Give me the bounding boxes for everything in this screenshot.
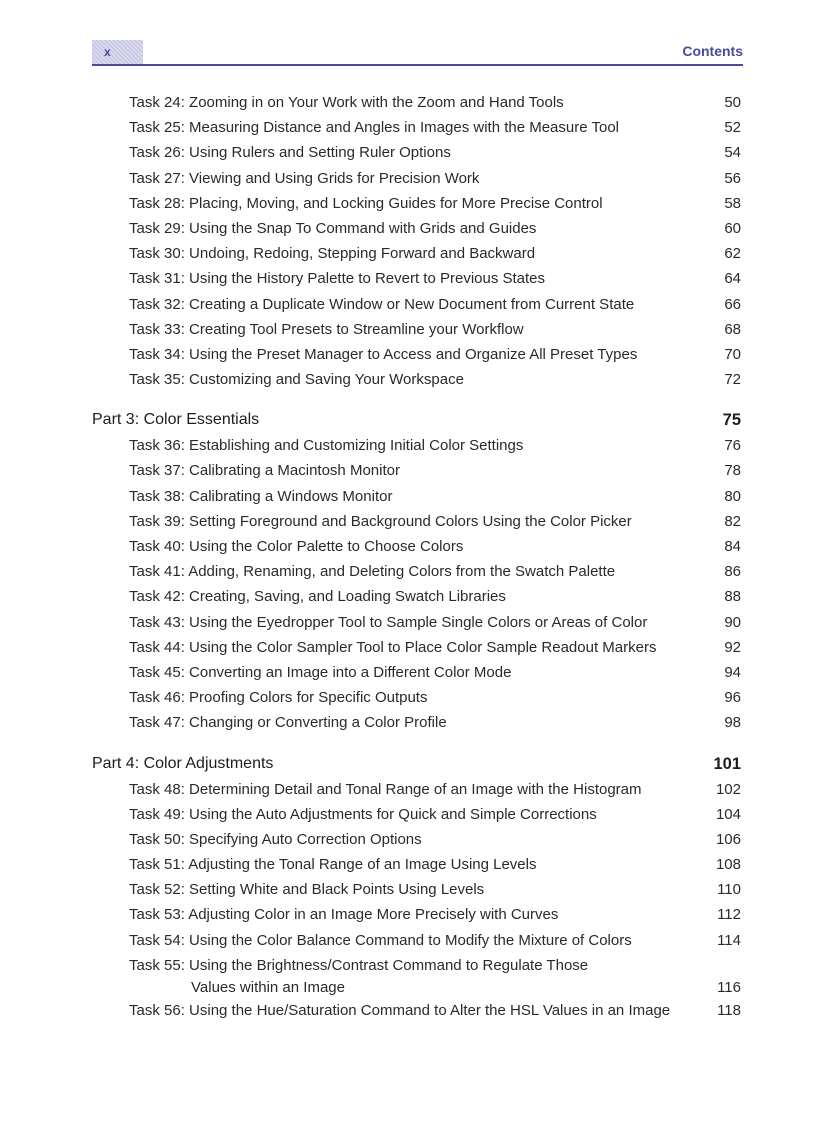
toc-entry-title: Task 36: Establishing and Customizing Initial Color Settings — [129, 437, 524, 455]
toc-entry-page: 60 — [724, 219, 741, 237]
toc-entry-page: 118 — [717, 1001, 741, 1019]
toc-entry[interactable] — [92, 802, 743, 827]
toc-entry-title: Task 44: Using the Color Sampler Tool to Place Color Sample Readout Markers — [129, 638, 657, 656]
toc-entry[interactable] — [92, 610, 743, 635]
toc-entry-page: 66 — [724, 295, 741, 313]
toc-entry-page: 96 — [724, 689, 741, 707]
toc-entry-page: 86 — [724, 563, 741, 581]
part-heading[interactable] — [92, 751, 743, 777]
toc-entry[interactable] — [92, 317, 743, 342]
toc-entry[interactable] — [92, 998, 743, 1023]
toc-entry-title: Task 40: Using the Color Palette to Choose Colors — [129, 538, 464, 555]
toc-entry-page: 108 — [715, 856, 741, 874]
part-page-number: 75 — [722, 411, 741, 430]
toc-entry[interactable] — [92, 685, 743, 710]
table-of-contents — [92, 90, 743, 1023]
toc-entry-page: 106 — [715, 830, 741, 848]
toc-entry[interactable] — [92, 166, 743, 191]
toc-entry-page: 94 — [724, 663, 741, 681]
toc-entry-title-continued: Values within an Image — [191, 979, 345, 997]
toc-entry[interactable] — [92, 928, 743, 953]
toc-entry-title: Task 37: Calibrating a Macintosh Monitor — [129, 462, 400, 480]
toc-entry-title: Task 47: Changing or Converting a Color Profile — [129, 714, 447, 732]
toc-entry-title: Task 30: Undoing, Redoing, Stepping Forward and Backward — [129, 245, 536, 263]
toc-entry[interactable] — [92, 660, 743, 685]
toc-entry-page: 52 — [724, 119, 741, 137]
toc-entry-page: 50 — [724, 94, 741, 111]
toc-entry-title: Task 54: Using the Color Balance Command to Modify the Mixture of Colors — [129, 931, 632, 949]
toc-entry-title: Task 45: Converting an Image into a Different Color Mode — [129, 663, 512, 681]
toc-entry[interactable] — [92, 710, 743, 735]
toc-entry-page: 62 — [724, 245, 741, 263]
toc-entry-title: Task 56: Using the Hue/Saturation Command to Alter the HSL Values in an Image — [129, 1001, 671, 1019]
toc-entry-title: Task 53: Adjusting Color in an Image More Precisely with Curves — [129, 906, 559, 924]
toc-entry-page: 82 — [724, 512, 741, 530]
toc-entry[interactable] — [92, 584, 743, 609]
toc-entry[interactable] — [92, 458, 743, 483]
toc-entry[interactable] — [92, 216, 743, 241]
toc-entry-page: 114 — [717, 931, 741, 949]
part-title: Part 4: Color Adjustments — [92, 754, 274, 772]
toc-entry-title: Task 33: Creating Tool Presets to Streamline your Workflow — [129, 320, 524, 338]
toc-entry-page: 78 — [724, 462, 741, 480]
toc-entry-page: 92 — [724, 638, 741, 656]
toc-entry-title: Task 38: Calibrating a Windows Monitor — [129, 487, 393, 505]
toc-entry-page: 80 — [724, 487, 741, 505]
toc-entry[interactable] — [92, 827, 743, 852]
toc-entry-page: 88 — [724, 588, 741, 606]
toc-entry-title: Task 32: Creating a Duplicate Window or New Document from Current State — [129, 295, 635, 313]
toc-entry[interactable] — [92, 635, 743, 660]
header-rule — [92, 64, 743, 66]
running-head: Contents — [682, 43, 743, 59]
toc-entry-page: 90 — [724, 613, 741, 631]
toc-entry-title: Task 51: Adjusting the Tonal Range of an Image Using Levels — [129, 856, 537, 874]
toc-entry-title: Task 34: Using the Preset Manager to Access and Organize All Preset Types — [129, 345, 638, 363]
toc-entry-page: 56 — [724, 169, 741, 187]
toc-entry-page: 112 — [717, 906, 741, 924]
toc-entry[interactable] — [92, 191, 743, 216]
toc-entry[interactable] — [92, 953, 743, 998]
toc-entry[interactable] — [92, 534, 743, 559]
toc-entry-page: 68 — [724, 320, 741, 338]
toc-entry-title: Task 42: Creating, Saving, and Loading Swatch Libraries — [129, 588, 506, 606]
page-number-tab: x — [92, 40, 143, 64]
toc-entry-title: Task 48: Determining Detail and Tonal Range of an Image with the Histogram — [129, 780, 642, 798]
toc-entry-page: 58 — [724, 194, 741, 212]
toc-entry[interactable] — [92, 433, 743, 458]
toc-entry[interactable] — [92, 90, 743, 115]
toc-entry-title: Task 43: Using the Eyedropper Tool to Sample Single Colors or Areas of Color — [129, 613, 648, 631]
toc-entry-title: Task 46: Proofing Colors for Specific Outputs — [129, 689, 428, 707]
toc-entry-title: Task 41: Adding, Renaming, and Deleting Colors from the Swatch Palette — [129, 563, 616, 581]
toc-entry-page: 98 — [724, 714, 741, 732]
toc-entry[interactable] — [92, 342, 743, 367]
toc-entry-title: Task 29: Using the Snap To Command with Grids and Guides — [129, 219, 537, 237]
toc-entry-title: Task 35: Customizing and Saving Your Workspace — [129, 371, 464, 389]
toc-entry[interactable] — [92, 140, 743, 165]
toc-entry-title: Task 28: Placing, Moving, and Locking Guides for More Precise Control — [129, 194, 603, 212]
toc-entry[interactable] — [92, 241, 743, 266]
toc-entry-page: 84 — [724, 538, 741, 555]
toc-entry[interactable] — [92, 367, 743, 392]
toc-entry[interactable] — [92, 509, 743, 534]
toc-entry[interactable] — [92, 484, 743, 509]
toc-entry-title: Task 52: Setting White and Black Points Using Levels — [129, 881, 485, 899]
part-heading[interactable] — [92, 407, 743, 433]
toc-entry-title: Task 39: Setting Foreground and Background Colors Using the Color Picker — [129, 512, 632, 530]
toc-entry[interactable] — [92, 115, 743, 140]
toc-entry-page: 72 — [724, 371, 741, 389]
toc-entry-page: 110 — [717, 881, 741, 899]
part-title: Part 3: Color Essentials — [92, 411, 260, 429]
toc-entry-title: Task 27: Viewing and Using Grids for Precision Work — [129, 169, 480, 187]
part-page-number: 101 — [713, 754, 741, 773]
toc-entry[interactable] — [92, 292, 743, 317]
toc-entry-title: Task 49: Using the Auto Adjustments for Quick and Simple Corrections — [129, 805, 597, 823]
toc-entry[interactable] — [92, 777, 743, 802]
toc-entry-page: 76 — [724, 437, 741, 455]
toc-entry-title: Task 26: Using Rulers and Setting Ruler Options — [129, 144, 451, 162]
toc-entry-page: 102 — [715, 780, 741, 798]
toc-entry-page: 104 — [715, 805, 741, 823]
toc-entry-page: 116 — [717, 978, 741, 996]
toc-entry-title: Task 50: Specifying Auto Correction Options — [129, 830, 422, 848]
toc-entry-title: Task 25: Measuring Distance and Angles in Images with the Measure Tool — [129, 119, 619, 137]
toc-entry[interactable] — [92, 266, 743, 291]
toc-entry-title: Task 31: Using the History Palette to Revert to Previous States — [129, 270, 546, 288]
toc-entry-page: 54 — [724, 144, 741, 162]
toc-entry[interactable] — [92, 852, 743, 877]
page-header — [92, 40, 743, 66]
toc-entry-page: 70 — [724, 345, 741, 363]
toc-entry-page: 64 — [724, 270, 741, 288]
toc-entry[interactable] — [92, 902, 743, 927]
toc-entry[interactable] — [92, 877, 743, 902]
toc-entry-title: Task 24: Zooming in on Your Work with the Zoom and Hand Tools — [129, 94, 564, 111]
toc-entry[interactable] — [92, 559, 743, 584]
toc-entry-title: Task 55: Using the Brightness/Contrast Command to Regulate Those — [129, 956, 589, 974]
